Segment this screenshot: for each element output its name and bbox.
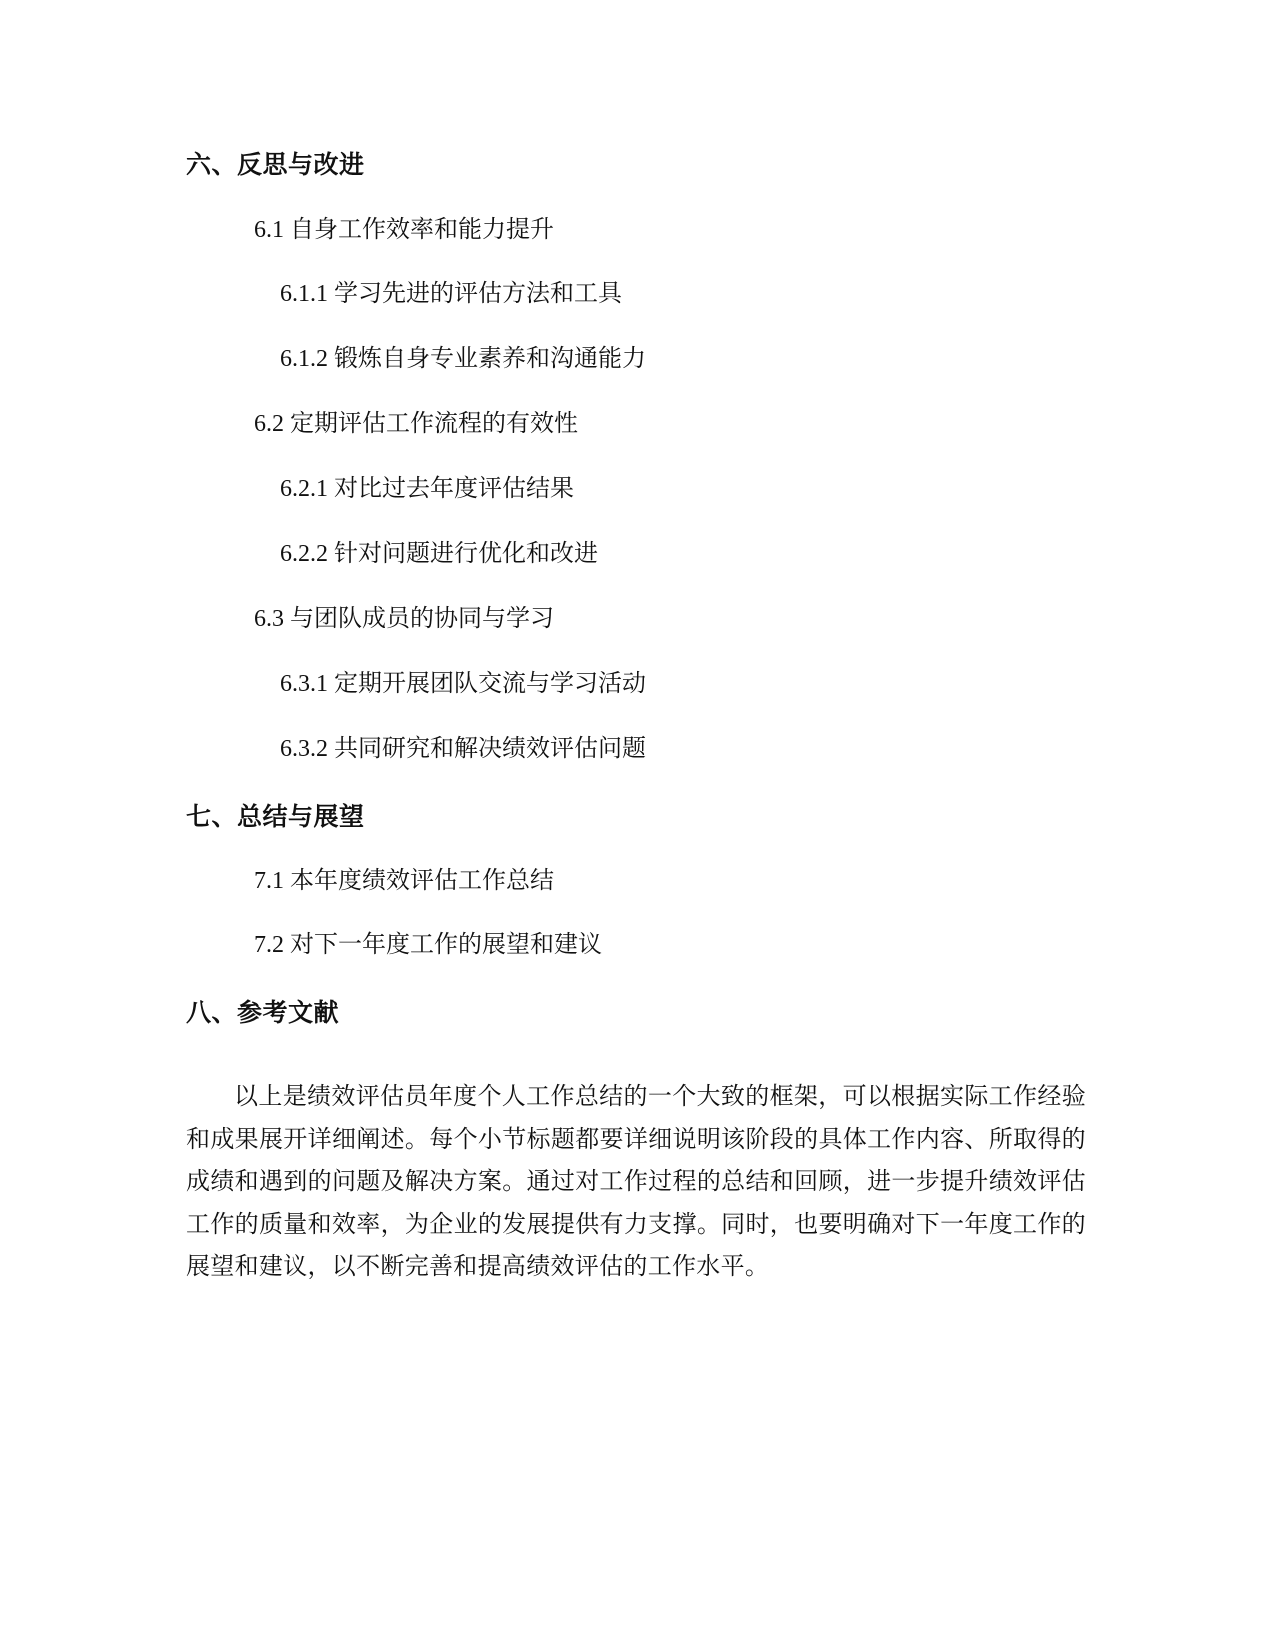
item-6-3-2: 6.3.2 共同研究和解决绩效评估问题 bbox=[280, 736, 646, 762]
subsection-6-1: 6.1 自身工作效率和能力提升 bbox=[254, 217, 554, 243]
section-heading-8: 八、参考文献 bbox=[186, 998, 340, 1027]
item-6-2-1: 6.2.1 对比过去年度评估结果 bbox=[280, 476, 574, 502]
section-heading-6: 六、反思与改进 bbox=[186, 150, 365, 179]
subsection-7-1: 7.1 本年度绩效评估工作总结 bbox=[254, 868, 554, 894]
item-6-1-1: 6.1.1 学习先进的评估方法和工具 bbox=[280, 281, 622, 307]
closing-paragraph: 以上是绩效评估员年度个人工作总结的一个大致的框架，可以根据实际工作经验和成果展开详细阐述。每个小节标题都要详细说明该阶段的具体工作内容、所取得的成绩和遇到的问题及解决方案。通过对工作过程的总结和回顾，进一步提升绩效评估工作的质量和效率，为企业的发展提供有力支撑。同时，也要明确对下一年度工作的展望和建议，以不断完善和提高绩效评估的工作水平。 bbox=[186, 1084, 1086, 1280]
item-6-3-1: 6.3.1 定期开展团队交流与学习活动 bbox=[280, 671, 646, 697]
section-heading-7: 七、总结与展望 bbox=[186, 802, 365, 831]
subsection-6-2: 6.2 定期评估工作流程的有效性 bbox=[254, 411, 578, 437]
item-6-2-2: 6.2.2 针对问题进行优化和改进 bbox=[280, 541, 598, 567]
item-6-1-2: 6.1.2 锻炼自身专业素养和沟通能力 bbox=[280, 346, 646, 372]
subsection-7-2: 7.2 对下一年度工作的展望和建议 bbox=[254, 932, 602, 958]
subsection-6-3: 6.3 与团队成员的协同与学习 bbox=[254, 606, 554, 632]
